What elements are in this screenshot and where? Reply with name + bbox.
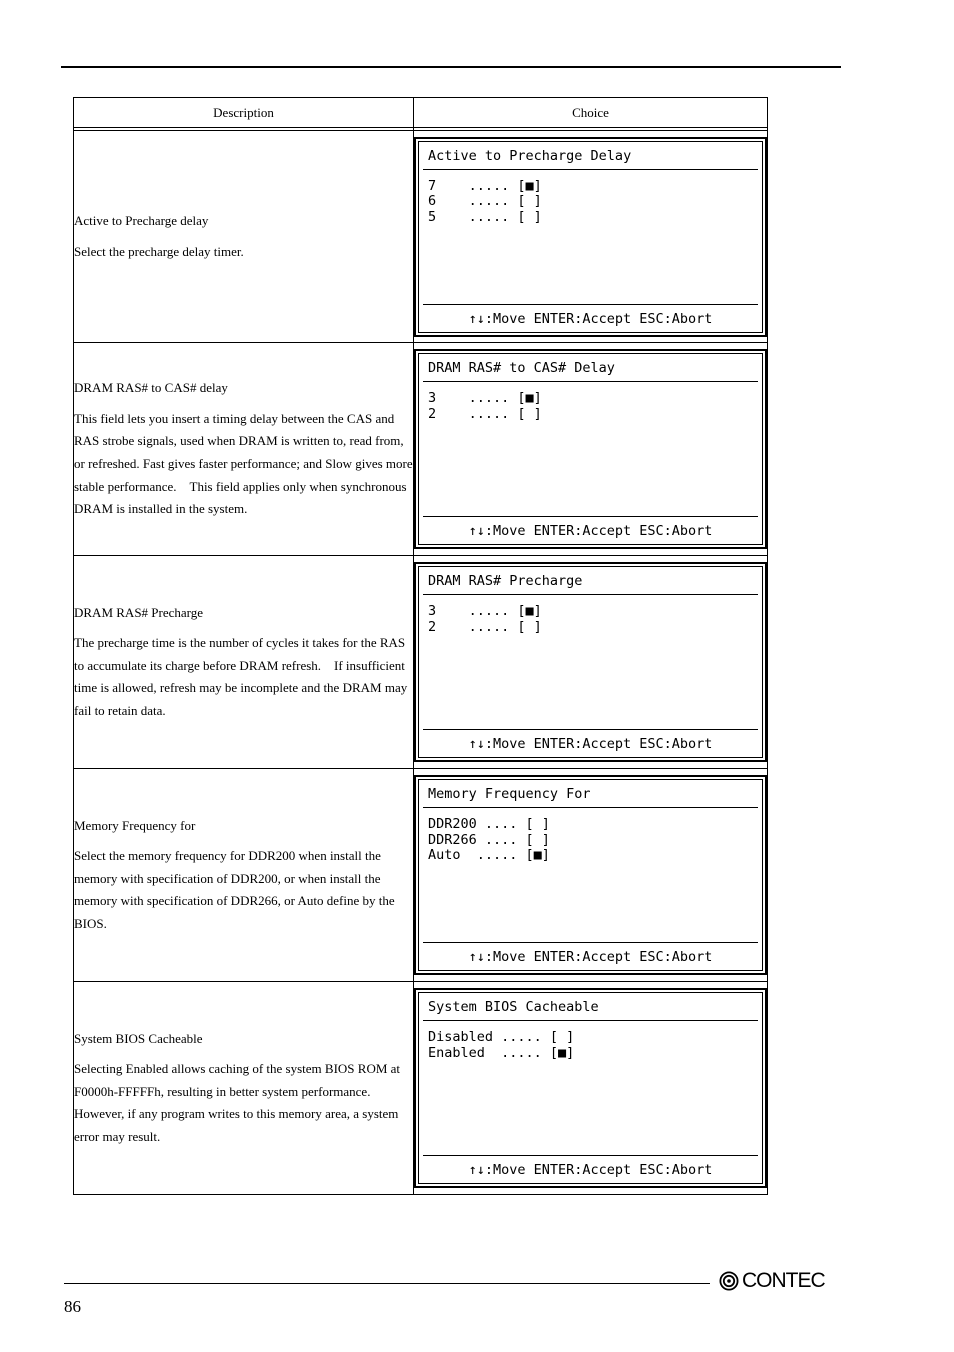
divider bbox=[423, 304, 758, 305]
setting-description: The precharge time is the number of cycles it takes for the RAS to accumulate its charge before DRAM refresh. If insufficient time is allowed, refresh may be incomplete and the DRAM may fail to retain data. bbox=[74, 635, 408, 718]
table-row bbox=[74, 769, 768, 982]
bios-settings-table bbox=[73, 97, 768, 1195]
option-item[interactable]: DDR266 .... [ ] bbox=[428, 831, 550, 848]
option-item[interactable]: Disabled ..... [ ] bbox=[428, 1029, 575, 1045]
setting-name: DRAM RAS# to CAS# delay bbox=[74, 380, 228, 396]
choice-cell bbox=[414, 982, 768, 1195]
divider bbox=[423, 594, 758, 595]
contec-logo-icon bbox=[719, 1271, 739, 1291]
choice-column-header: Choice bbox=[414, 98, 768, 128]
option-item[interactable]: DDR200 .... [ ] bbox=[428, 816, 550, 832]
option-item[interactable]: 2 ..... [ ] bbox=[428, 405, 542, 422]
option-item[interactable]: 3 ..... [■] bbox=[428, 390, 542, 406]
dialog-title: System BIOS Cacheable bbox=[428, 999, 599, 1015]
divider bbox=[423, 169, 758, 170]
bios-dialog bbox=[414, 775, 767, 975]
dialog-title: Active to Precharge Delay bbox=[428, 147, 632, 164]
choice-cell bbox=[414, 556, 768, 769]
dialog-key-help: ↑↓:Move ENTER:Accept ESC:Abort bbox=[468, 736, 713, 752]
bios-dialog bbox=[414, 349, 767, 549]
option-list bbox=[428, 604, 542, 635]
divider bbox=[423, 1020, 758, 1021]
setting-description: Selecting Enabled allows caching of the system BIOS ROM at F0000h-FFFFFh, resulting in better system performance. However, if any program writes to this memory area, a system error may result. bbox=[74, 1061, 401, 1144]
option-list bbox=[428, 1030, 574, 1061]
table-row bbox=[74, 131, 768, 343]
header-rule bbox=[61, 66, 841, 68]
dialog-title: DRAM RAS# Precharge bbox=[428, 573, 583, 589]
dialog-key-help: ↑↓:Move ENTER:Accept ESC:Abort bbox=[468, 949, 713, 965]
option-item[interactable]: 2 ..... [ ] bbox=[428, 618, 542, 635]
setting-description: This field lets you insert a timing delay between the CAS and RAS strobe signals, used when DRAM is written to, read from, or refreshed. Fast gives faster performance; and Slow gives more stable performance. This field applies only when synchronous DRAM is installed in the system. bbox=[74, 410, 413, 517]
description-cell bbox=[74, 131, 414, 343]
divider bbox=[423, 381, 758, 382]
option-item[interactable]: 7 ..... [■] bbox=[428, 177, 542, 194]
setting-name: DRAM RAS# Precharge bbox=[74, 604, 204, 620]
option-list bbox=[428, 817, 550, 864]
option-item[interactable]: 6 ..... [ ] bbox=[428, 193, 542, 209]
table-row bbox=[74, 982, 768, 1195]
setting-description: Select the precharge delay timer. bbox=[74, 243, 244, 259]
divider bbox=[423, 516, 758, 517]
dialog-key-help: ↑↓:Move ENTER:Accept ESC:Abort bbox=[468, 310, 713, 327]
description-cell bbox=[74, 982, 414, 1195]
dialog-title: DRAM RAS# to CAS# Delay bbox=[428, 360, 615, 376]
option-item[interactable]: 3 ..... [■] bbox=[428, 603, 542, 619]
choice-cell bbox=[414, 343, 768, 556]
option-item[interactable]: Auto ..... [■] bbox=[428, 847, 550, 863]
setting-name: System BIOS Cacheable bbox=[74, 1030, 203, 1046]
dialog-key-help: ↑↓:Move ENTER:Accept ESC:Abort bbox=[468, 1162, 713, 1178]
table-row bbox=[74, 556, 768, 769]
divider bbox=[423, 807, 758, 808]
option-item[interactable]: 5 ..... [ ] bbox=[428, 208, 542, 225]
table-header-row bbox=[74, 98, 768, 128]
bios-dialog bbox=[414, 137, 767, 337]
dialog-key-help: ↑↓:Move ENTER:Accept ESC:Abort bbox=[468, 523, 713, 539]
description-cell bbox=[74, 556, 414, 769]
option-list bbox=[428, 179, 542, 226]
table-row bbox=[74, 343, 768, 556]
setting-name: Active to Precharge delay bbox=[74, 212, 209, 228]
setting-description: Select the memory frequency for DDR200 when install the memory with specification of DDR200, or when install the memory with specification of DDR266, or Auto define by the BIOS. bbox=[74, 848, 395, 931]
option-item[interactable]: Enabled ..... [■] bbox=[428, 1044, 575, 1061]
setting-name: Memory Frequency for bbox=[74, 817, 196, 833]
footer-rule bbox=[64, 1283, 710, 1284]
bios-dialog bbox=[414, 988, 767, 1188]
description-cell bbox=[74, 769, 414, 982]
brand-name: CONTEC bbox=[742, 1269, 825, 1292]
choice-cell bbox=[414, 131, 768, 343]
divider bbox=[423, 729, 758, 730]
choice-cell bbox=[414, 769, 768, 982]
bios-dialog bbox=[414, 562, 767, 762]
option-list bbox=[428, 391, 542, 422]
description-column-header: Description bbox=[74, 98, 414, 128]
description-cell bbox=[74, 343, 414, 556]
divider bbox=[423, 942, 758, 943]
brand-logo bbox=[719, 1269, 825, 1293]
divider bbox=[423, 1155, 758, 1156]
page-number: 86 bbox=[64, 1297, 81, 1316]
dialog-title: Memory Frequency For bbox=[428, 786, 591, 802]
